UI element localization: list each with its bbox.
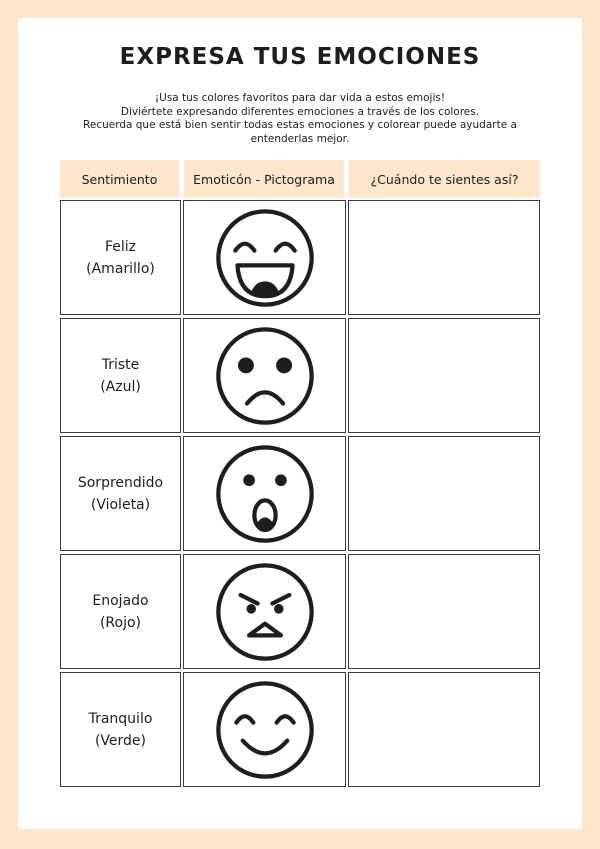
feeling-name: Feliz — [104, 238, 137, 255]
answer-cell-sorprendido[interactable] — [348, 436, 540, 551]
emoji-cell-enojado — [183, 554, 346, 669]
feeling-color: (Rojo) — [99, 614, 142, 631]
laughing-face-icon — [212, 205, 318, 311]
feeling-name: Tranquilo — [88, 710, 153, 727]
emoji-cell-triste — [183, 318, 346, 433]
intro-line: ¡Usa tus colores favoritos para dar vida a estos emojis! — [154, 92, 446, 104]
feeling-cell-feliz — [60, 200, 181, 315]
feeling-cell-sorprendido — [60, 436, 181, 551]
answer-cell-tranquilo[interactable] — [348, 672, 540, 787]
feeling-color: (Violeta) — [90, 496, 151, 513]
answer-cell-enojado[interactable] — [348, 554, 540, 669]
header-sentimiento: Sentimiento — [60, 160, 179, 198]
intro-line: Recuerda que está bien sentir todas estas emociones y colorear puede ayudarte a — [83, 119, 517, 131]
answer-cell-feliz[interactable] — [348, 200, 540, 315]
header-emocion: Emoticón - Pictograma — [184, 160, 344, 198]
intro-line: entenderlas mejor. — [250, 132, 350, 145]
worksheet-page — [18, 18, 582, 829]
feeling-color: (Azul) — [100, 378, 141, 395]
intro-line: Diviértete expresando diferentes emociones a través de los colores. — [120, 105, 480, 118]
emoji-cell-tranquilo — [183, 672, 346, 787]
calm-smile-face-icon — [212, 677, 318, 783]
feeling-name: Triste — [101, 356, 140, 373]
feeling-name: Enojado — [92, 592, 149, 609]
answer-cell-triste[interactable] — [348, 318, 540, 433]
emoji-cell-sorprendido — [183, 436, 346, 551]
angry-face-icon — [212, 559, 318, 665]
emoji-cell-feliz — [183, 200, 346, 315]
sad-face-icon — [212, 323, 318, 429]
feeling-cell-tranquilo — [60, 672, 181, 787]
feeling-color: (Amarillo) — [86, 260, 155, 277]
feeling-cell-triste — [60, 318, 181, 433]
surprised-face-icon — [212, 441, 318, 547]
feeling-name: Sorprendido — [77, 474, 164, 491]
intro-text — [58, 92, 542, 146]
page-title: EXPRESA TUS EMOCIONES — [119, 44, 481, 70]
feeling-color: (Verde) — [94, 732, 147, 749]
feeling-cell-enojado — [60, 554, 181, 669]
header-cuando: ¿Cuándo te sientes así? — [349, 160, 540, 198]
